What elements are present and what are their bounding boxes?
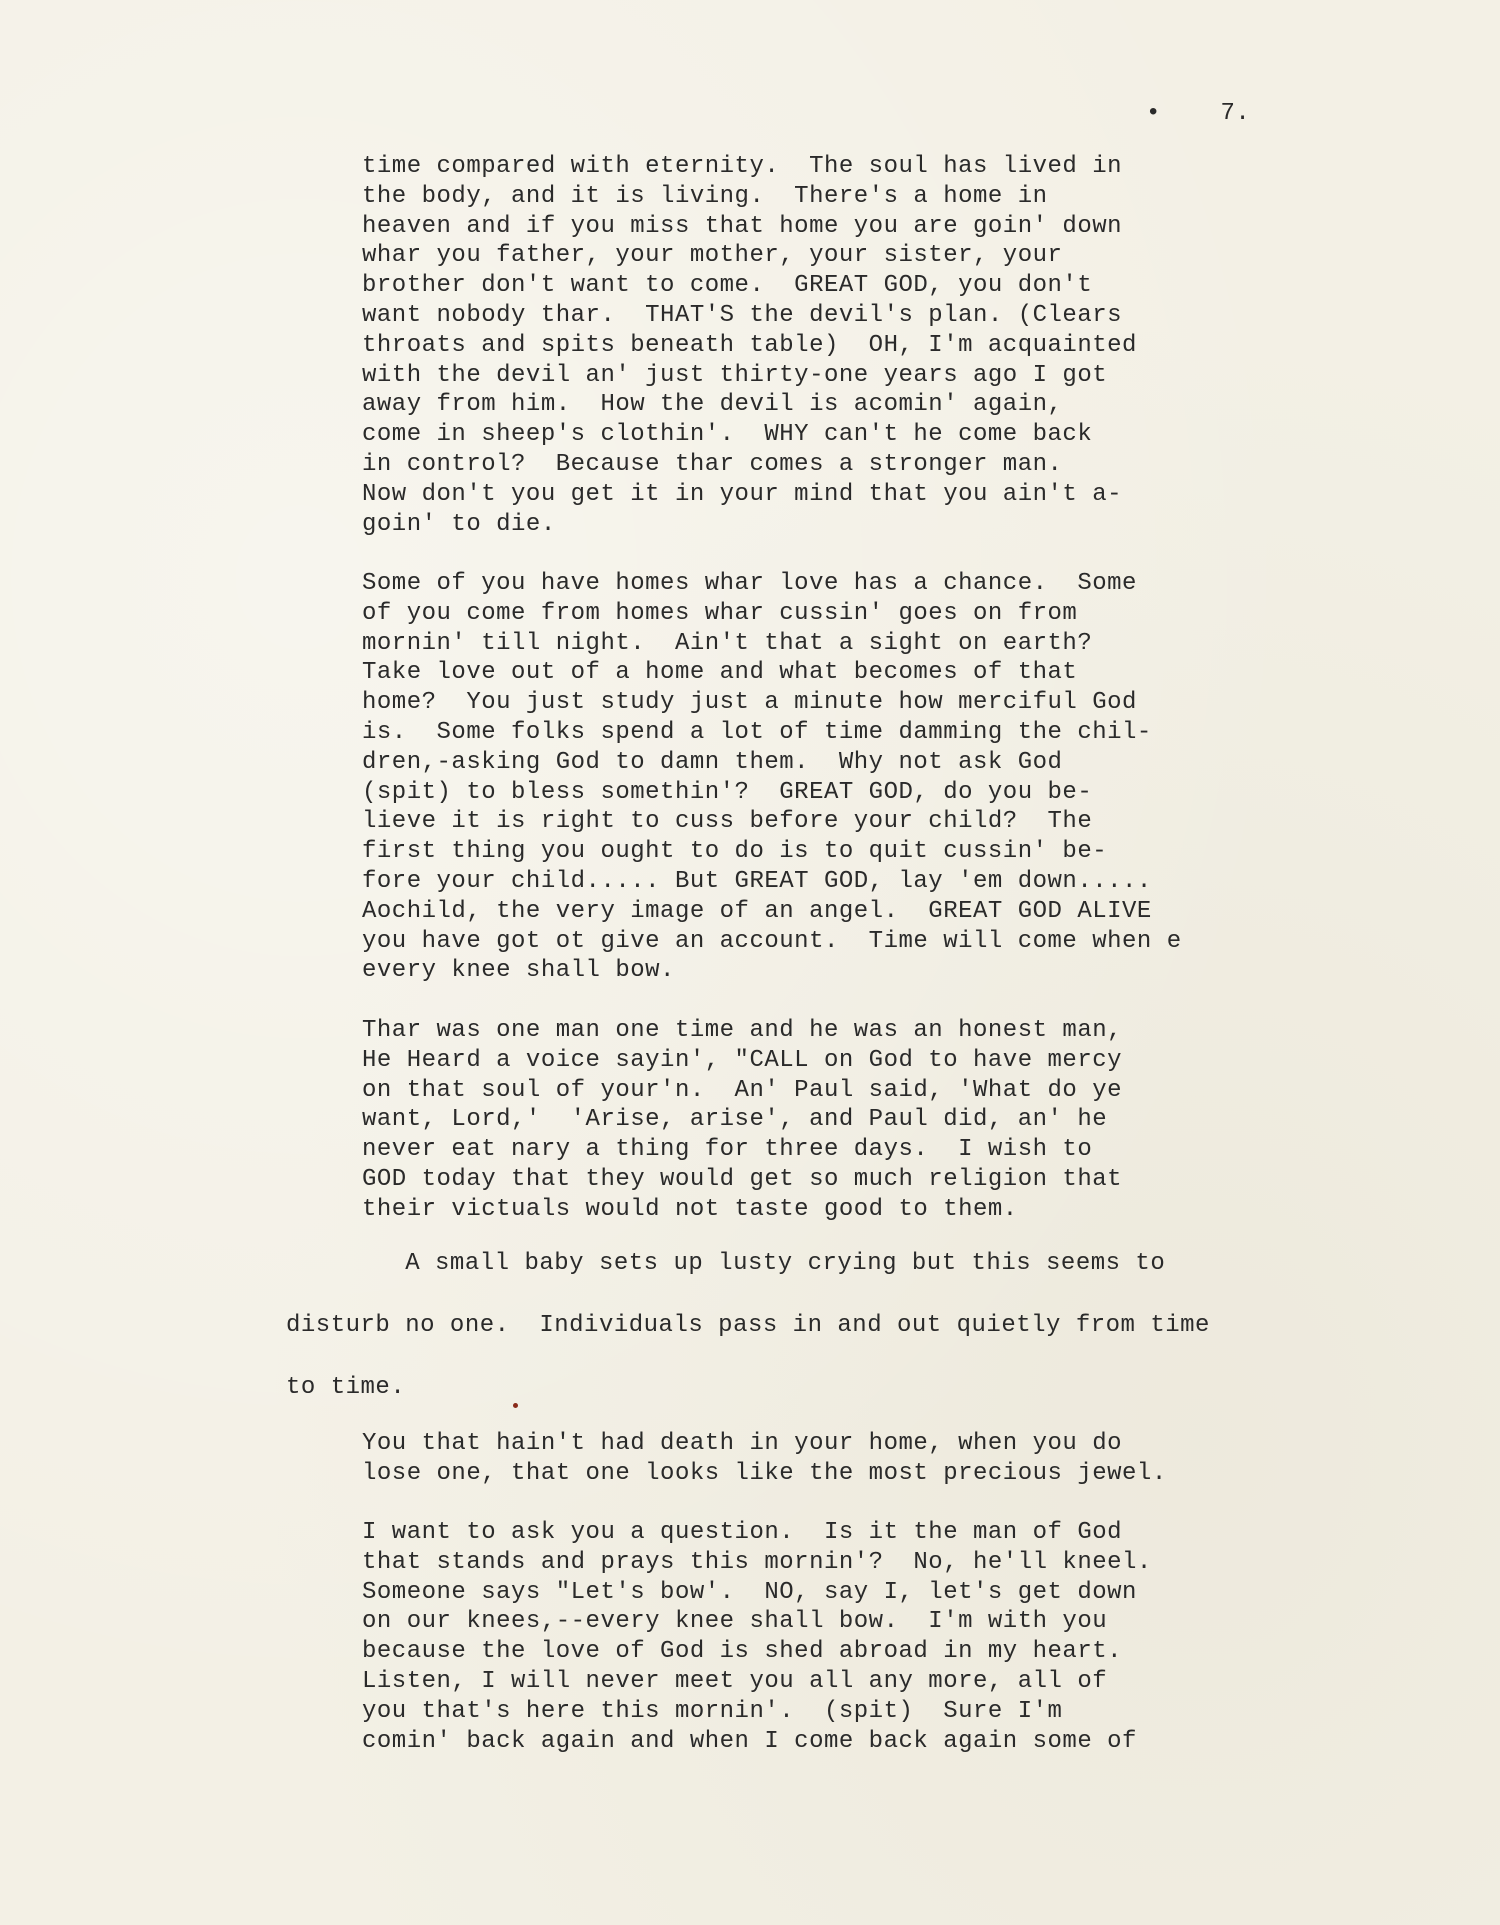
text-line: lieve it is right to cuss before your child? The	[362, 808, 1093, 836]
text-line: A small baby sets up lusty crying but this seems to	[286, 1250, 1166, 1277]
text-line: (spit) to bless somethin'? GREAT GOD, do you be-	[362, 778, 1093, 806]
text-line: home? You just study just a minute how merciful God	[362, 689, 1137, 717]
text-line: disturb no one. Individuals pass in and out quietly from time	[286, 1312, 1210, 1339]
paragraph	[362, 1016, 1362, 1225]
text-line: GOD today that they would get so much religion that	[362, 1165, 1123, 1193]
paragraph	[362, 569, 1362, 986]
text-line: away from him. How the devil is acomin' again,	[362, 391, 1063, 419]
text-line: lose one, that one looks like the most precious jewel.	[362, 1459, 1167, 1487]
text-line: Listen, I will never meet you all any more, all of	[362, 1667, 1108, 1695]
text-line: you that's here this mornin'. (spit) Sure I'm	[362, 1697, 1063, 1725]
text-line: come in sheep's clothin'. WHY can't he come back	[362, 421, 1093, 449]
text-line: want, Lord,' 'Arise, arise', and Paul did, an' he	[362, 1106, 1108, 1134]
text-line: I want to ask you a question. Is it the man of God	[362, 1519, 1123, 1546]
text-line: He Heard a voice sayin', "CALL on God to have mercy	[362, 1046, 1123, 1074]
text-line: is. Some folks spend a lot of time damming the chil-	[362, 718, 1152, 746]
text-line: that stands and prays this mornin'? No, he'll kneel.	[362, 1548, 1152, 1576]
text-line: never eat nary a thing for three days. I wish to	[362, 1136, 1093, 1164]
text-line: throats and spits beneath table) OH, I'm acquainted	[362, 331, 1137, 359]
text-line: Now don't you get it in your mind that you ain't a-	[362, 480, 1123, 508]
text-line: want nobody thar. THAT'S the devil's plan. (Clears	[362, 301, 1123, 329]
text-line: their victuals would not taste good to them.	[362, 1195, 1018, 1223]
ink-spot	[513, 1403, 518, 1408]
text-line: with the devil an' just thirty-one years ago I got	[362, 361, 1108, 389]
text-line: dren,-asking God to damn them. Why not ask God	[362, 748, 1063, 776]
text-line: mornin' till night. Ain't that a sight on earth?	[362, 629, 1093, 657]
text-line: Aochild, the very image of an angel. GREAT GOD ALIVE	[362, 897, 1152, 925]
paragraph	[362, 152, 1362, 539]
text-line: fore your child..... But GREAT GOD, lay 'em down.....	[362, 867, 1152, 895]
text-line: every knee shall bow.	[362, 957, 675, 985]
paragraph	[362, 1518, 1362, 1756]
text-line: whar you father, your mother, your sister, your	[362, 242, 1063, 270]
text-line: of you come from homes whar cussin' goes on from	[362, 599, 1078, 627]
text-line: You that hain't had death in your home, when you do	[362, 1430, 1123, 1457]
text-line: Someone says "Let's bow'. NO, say I, let's get down	[362, 1578, 1137, 1606]
text-line: Thar was one man one time and he was an honest man,	[362, 1017, 1123, 1044]
text-line: brother don't want to come. GREAT GOD, you don't	[362, 272, 1093, 300]
page-number: • 7.	[1146, 100, 1251, 127]
stage-direction-paragraph	[286, 1233, 1436, 1419]
text-line: to time.	[286, 1374, 406, 1401]
text-line: first thing you ought to do is to quit cussin' be-	[362, 838, 1108, 866]
text-line: you have got ot give an account. Time will come when e	[362, 927, 1182, 955]
text-line: because the love of God is shed abroad in my heart.	[362, 1638, 1123, 1666]
text-line: Some of you have homes whar love has a chance. Some	[362, 570, 1137, 597]
text-line: the body, and it is living. There's a home in	[362, 182, 1048, 210]
text-line: Take love out of a home and what becomes of that	[362, 659, 1078, 687]
text-line: in control? Because thar comes a stronger man.	[362, 450, 1063, 478]
text-line: comin' back again and when I come back again some of	[362, 1727, 1137, 1755]
text-line: on that soul of your'n. An' Paul said, 'What do ye	[362, 1076, 1123, 1104]
text-line: on our knees,--every knee shall bow. I'm with you	[362, 1608, 1108, 1636]
text-line: goin' to die.	[362, 510, 556, 538]
text-line: time compared with eternity. The soul has lived in	[362, 153, 1123, 180]
text-line: heaven and if you miss that home you are goin' down	[362, 212, 1123, 240]
paragraph	[362, 1429, 1362, 1489]
